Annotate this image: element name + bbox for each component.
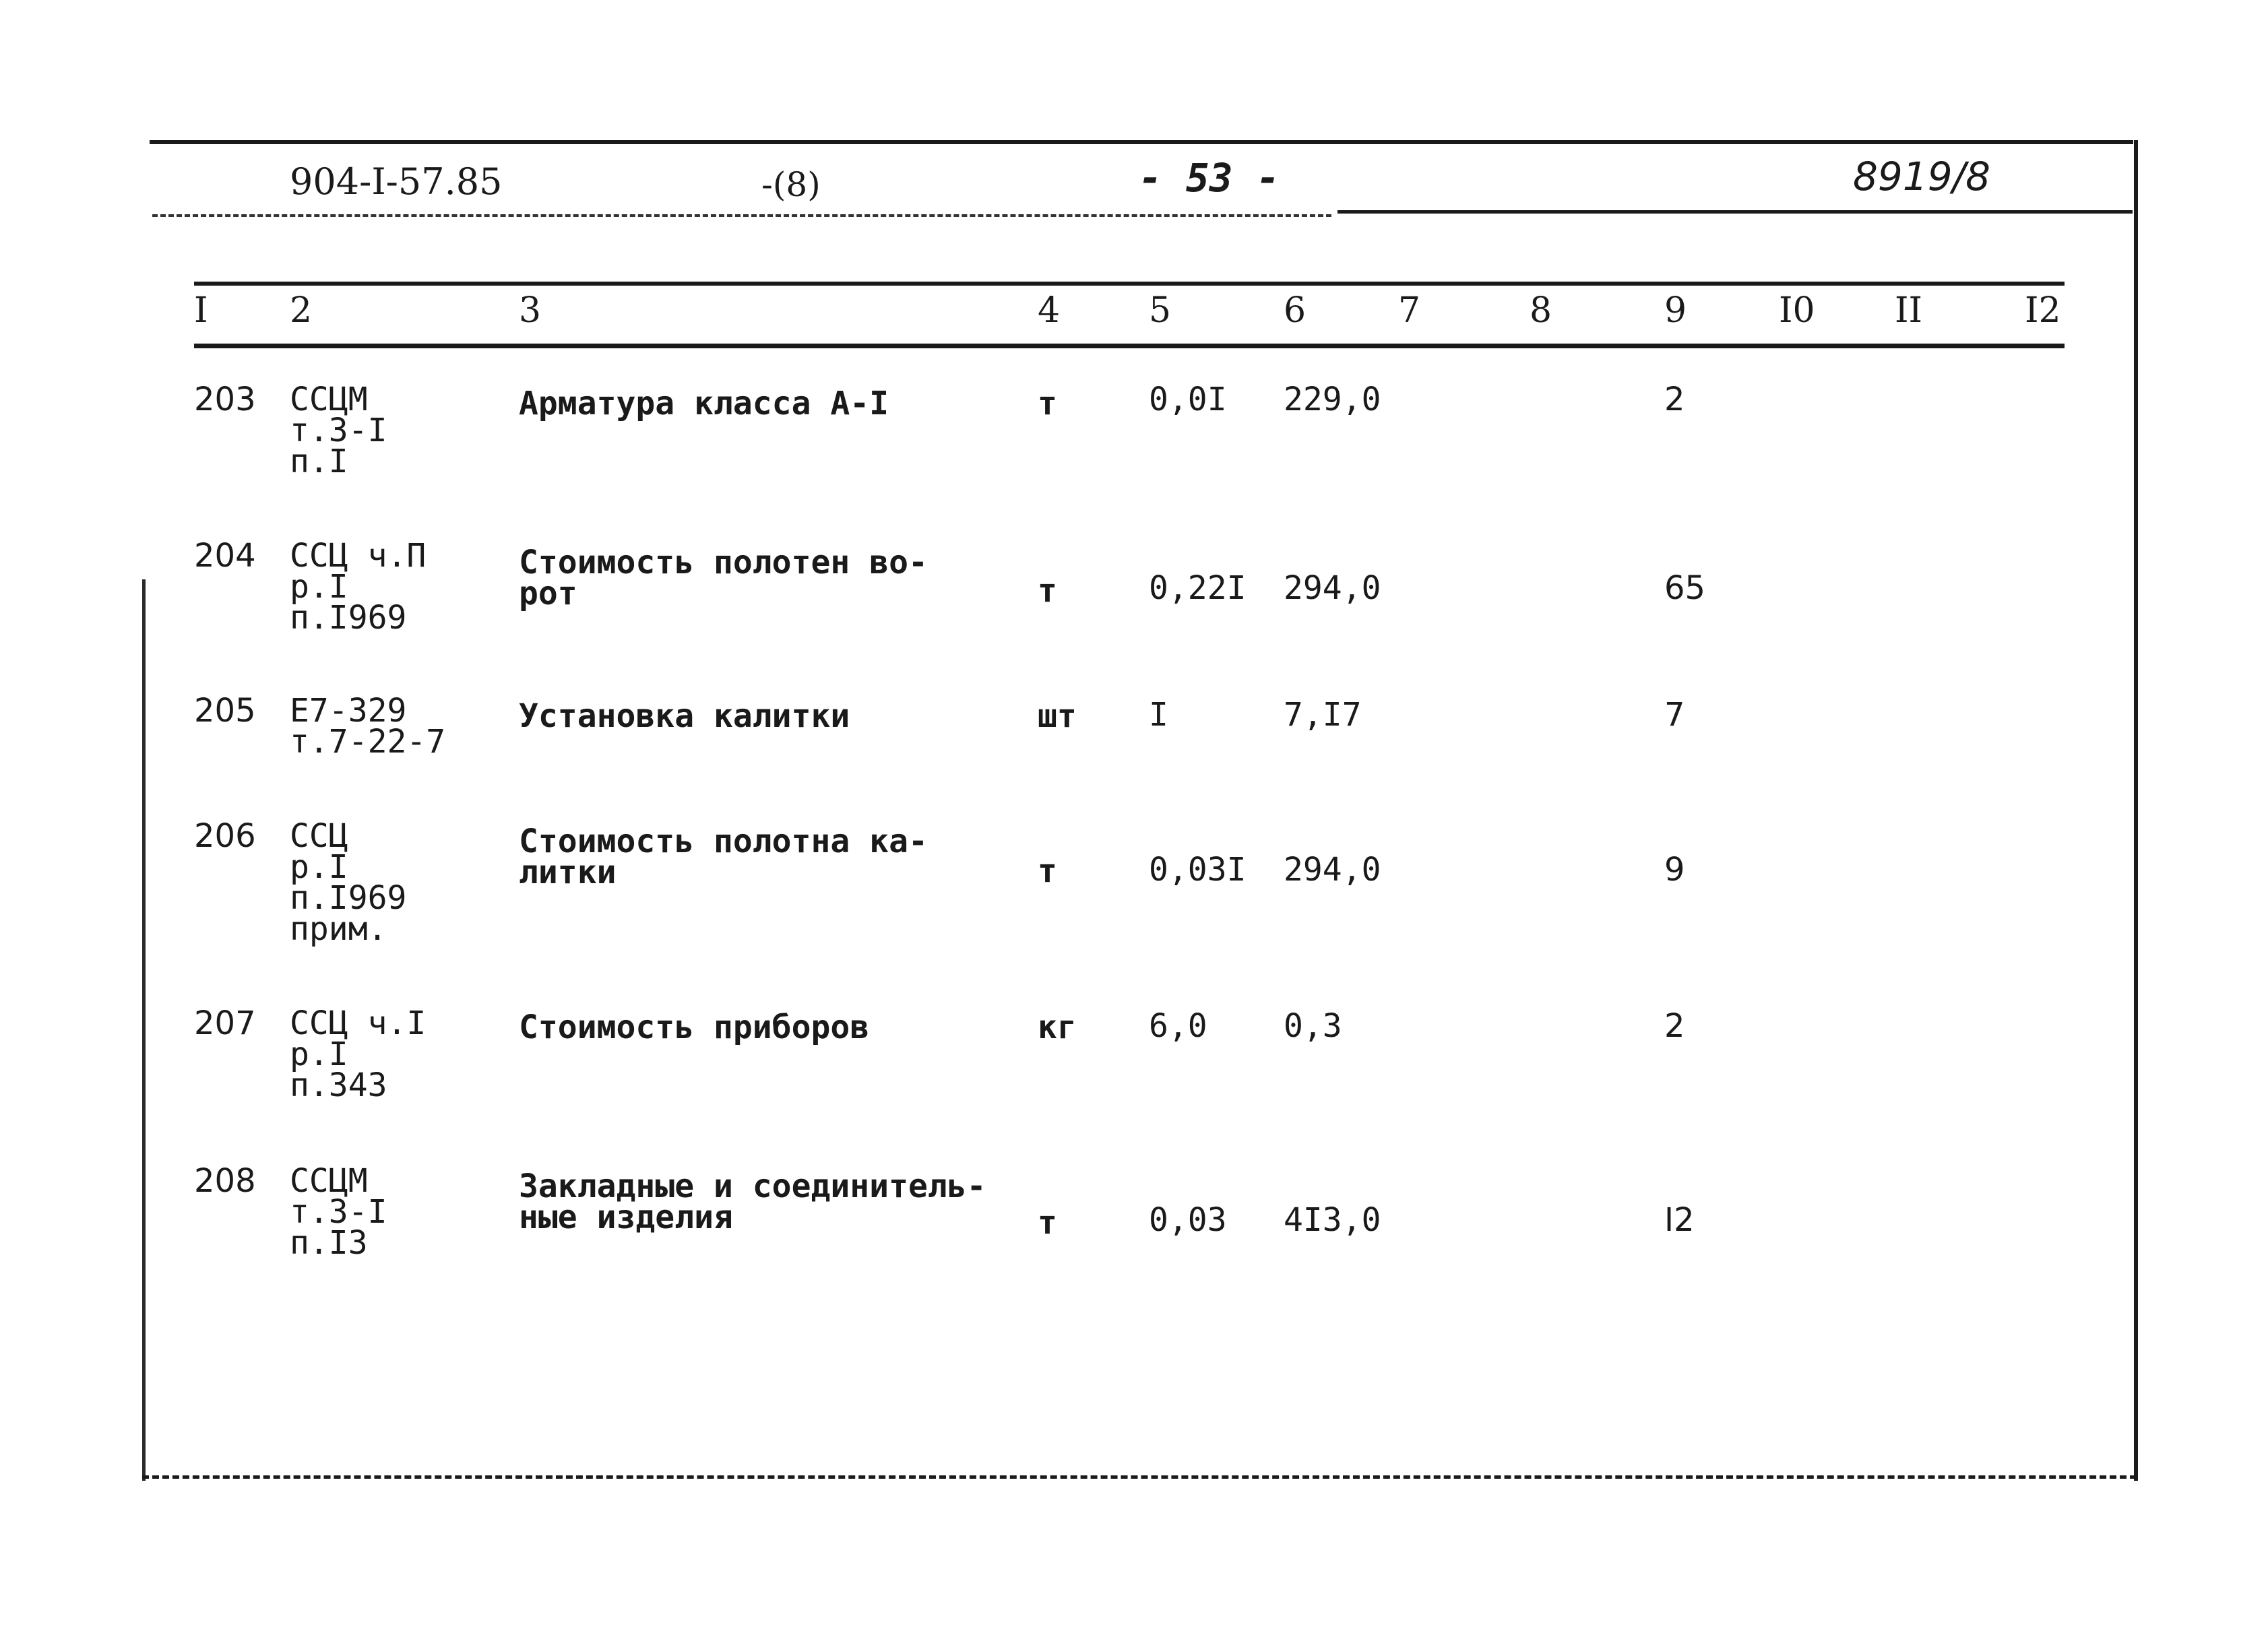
row-number: 203 [194, 381, 256, 418]
column-number-1: I [194, 290, 208, 331]
row-price: 7,I7 [1284, 696, 1362, 734]
row-number: 208 [194, 1162, 256, 1200]
frame-top-border [150, 140, 2133, 144]
row-quantity: 0,03I [1149, 851, 1247, 889]
row-reference: ССЦ ч.П р.I п.I969 [290, 537, 427, 637]
column-number-8: 8 [1530, 290, 1552, 331]
row-unit: шт [1038, 697, 1077, 735]
row-reference: ССЦМ т.3-I п.I [290, 381, 387, 480]
column-number-2: 2 [290, 290, 313, 331]
row-number: 207 [194, 1004, 256, 1042]
row-unit: т [1038, 572, 1057, 610]
table-row [0, 537, 2268, 675]
row-col9-value: 2 [1664, 1007, 1685, 1045]
row-reference: Е7-329 т.7-22-7 [290, 692, 446, 761]
row-quantity: 0,0I [1149, 381, 1227, 418]
table-row [0, 692, 2268, 830]
archive-stamp: 8919/8 [1853, 154, 1991, 199]
row-name: Закладные и соединитель- ные изделия [519, 1168, 986, 1236]
table-row [0, 817, 2268, 955]
row-price: 229,0 [1284, 381, 1381, 418]
row-unit: т [1038, 852, 1057, 890]
sheet-marker: -(8) [761, 165, 821, 204]
row-col9-value: 7 [1664, 696, 1685, 734]
page-number: - 53 - [1139, 155, 1280, 201]
row-col9-value: 9 [1664, 851, 1685, 889]
row-price: 4I3,0 [1284, 1201, 1381, 1239]
row-reference: ССЦ р.I п.I969 прим. [290, 817, 407, 948]
row-col9-value: I2 [1664, 1201, 1695, 1239]
column-number-11: II [1895, 290, 1923, 331]
row-unit: кг [1038, 1009, 1077, 1046]
table-top-rule [194, 282, 2065, 286]
column-number-7: 7 [1398, 290, 1421, 331]
column-number-12: I2 [2025, 290, 2061, 331]
column-number-6: 6 [1284, 290, 1306, 331]
row-price: 294,0 [1284, 851, 1381, 889]
header-rule-left [152, 214, 1331, 217]
row-price: 294,0 [1284, 569, 1381, 607]
row-name: Стоимость полотен во- рот [519, 544, 928, 612]
row-col9-value: 65 [1664, 569, 1706, 607]
column-number-9: 9 [1664, 290, 1687, 331]
row-name: Стоимость приборов [519, 1009, 870, 1046]
row-quantity: 6,0 [1149, 1007, 1207, 1045]
row-number: 204 [194, 537, 256, 575]
document-code: 904-I-57.85 [290, 160, 503, 203]
row-name: Арматура класса А-I [519, 385, 889, 422]
table-row [0, 381, 2268, 519]
row-unit: т [1038, 1204, 1057, 1242]
row-reference: ССЦ ч.I р.I п.343 [290, 1004, 427, 1104]
row-col9-value: 2 [1664, 381, 1685, 418]
table-row [0, 1162, 2268, 1300]
column-number-4: 4 [1038, 290, 1061, 331]
table-header-rule [194, 344, 2065, 348]
row-name: Стоимость полотна ка- литки [519, 823, 928, 891]
row-quantity: 0,22I [1149, 569, 1247, 607]
row-price: 0,3 [1284, 1007, 1342, 1045]
header-rule-right [1337, 210, 2133, 214]
column-number-5: 5 [1149, 290, 1172, 331]
row-quantity: 0,03 [1149, 1201, 1227, 1239]
table-row [0, 1004, 2268, 1143]
row-reference: ССЦМ т.3-I п.I3 [290, 1162, 387, 1262]
row-number: 206 [194, 817, 256, 855]
column-number-10: I0 [1779, 290, 1815, 331]
row-quantity: I [1149, 696, 1168, 734]
column-number-3: 3 [519, 290, 542, 331]
row-name: Установка калитки [519, 697, 850, 735]
row-number: 205 [194, 692, 256, 730]
frame-bottom-border [142, 1475, 2137, 1479]
row-unit: т [1038, 385, 1057, 422]
